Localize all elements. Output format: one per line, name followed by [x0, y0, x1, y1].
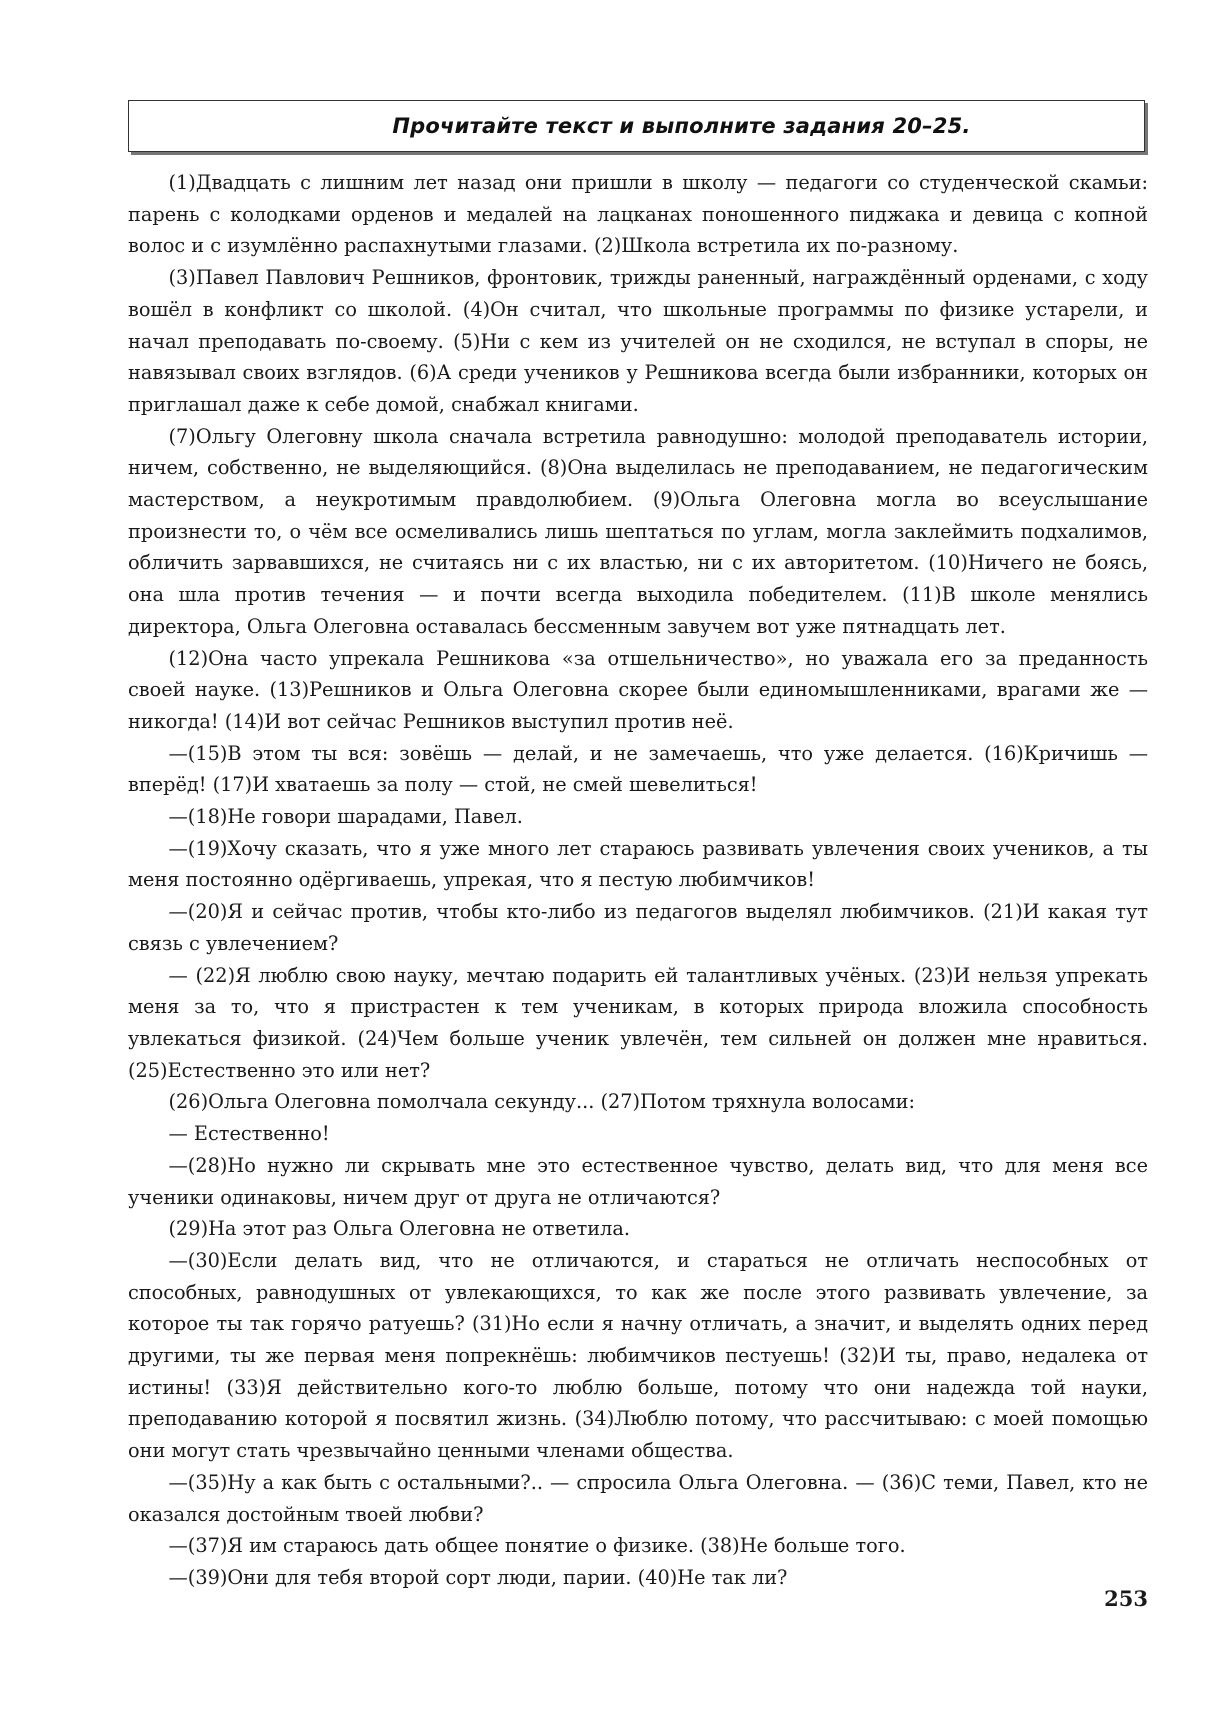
narration-line-2: (29)На этот раз Ольга Олеговна не ответила.	[168, 1217, 630, 1241]
dialogue-line-9: —(35)Ну а как быть с остальными?.. — спросила Ольга Олеговна. — (36)С теми, Павел, кто не оказался достойным твоей любви?	[128, 1470, 1148, 1526]
reading-text	[128, 167, 1148, 1594]
page-number: 253	[1104, 1586, 1148, 1611]
dialogue-line-4: —(20)Я и сейчас против, чтобы кто-либо из педагогов выделял любимчиков. (21)И какая тут связь с увлечением?	[128, 900, 1148, 955]
dialogue-line-5: — (22)Я люблю свою науку, мечтаю подарить ей талантливых учёных. (23)И нельзя упрекать меня за то, что я пристрастен к тем ученикам, в которых природа вложила способность увлекаться физикой. (24)Чем больше ученик увлечён, тем сильней он должен мне нравиться. (25)Естественно это или нет?	[128, 963, 1148, 1082]
dialogue-line-2: —(18)Не говори шарадами, Павел.	[168, 805, 523, 829]
dialogue-line-7: —(28)Но нужно ли скрывать мне это естественное чувство, делать вид, что для меня все ученики одинаковы, ничем друг от друга не отличаются?	[128, 1153, 1148, 1209]
paragraph-4: (12)Она часто упрекала Решникова «за отшельничество», но уважала его за преданность своей науке. (13)Решников и Ольга Олеговна скорее были единомышленниками, врагами же — никогда! (14)И вот сейчас Решников выступил против неё.	[128, 646, 1148, 733]
dialogue-line-6: — Естественно!	[168, 1122, 330, 1146]
paragraph-2: (3)Павел Павлович Решников, фронтовик, трижды раненный, награждённый орденами, с ходу вошёл в конфликт со школой. (4)Он считал, что школьные программы по физике устарели, и начал преподавать по-своему. (5)Ни с кем из учителей он не сходился, не вступал в споры, не навязывал своих взглядов. (6)А среди учеников у Решникова всегда были избранники, которых он приглашал даже к себе домой, снабжал книгами.	[128, 266, 1148, 416]
paragraph-1: (1)Двадцать с лишним лет назад они пришли в школу — педагоги со студенческой скамьи: парень с колодками орденов и медалей на лацканах поношенного пиджака и девица с копной волос и с изумлённо распахнутыми глазами. (2)Школа встретила их по-разному.	[128, 171, 1148, 258]
paragraph-3: (7)Ольгу Олеговну школа сначала встретила равнодушно: молодой преподаватель истории, ничем, собственно, не выделяющийся. (8)Она выделилась не преподаванием, не педагогическим мастерством, а неукротимым правдолюбием. (9)Ольга Олеговна могла во всеуслышание произнести то, о чём все осмеливались лишь шептаться по углам, могла заклеймить подхалимов, обличить зарвавшихся, не считаясь ни с их властью, ни с их авторитетом. (10)Ничего не боясь, она шла против течения — и почти всегда выходила победителем. (11)В школе менялись директора, Ольга Олеговна оставалась бессменным завучем вот уже пятнадцать лет.	[128, 424, 1148, 638]
dialogue-line-10: —(37)Я им стараюсь дать общее понятие о физике. (38)Не больше того.	[168, 1534, 906, 1558]
dialogue-line-1: —(15)В этом ты вся: зовёшь — делай, и не замечаешь, что уже делается. (16)Кричишь — вперёд! (17)И хватаешь за полу — стой, не смей шевелиться!	[128, 741, 1148, 797]
task-instruction-title: Прочитайте текст и выполните задания 20–25.	[392, 114, 971, 138]
narration-line-1: (26)Ольга Олеговна помолчала секунду... (27)Потом тряхнула волосами:	[168, 1090, 915, 1114]
dialogue-line-3: —(19)Хочу сказать, что я уже много лет стараюсь развивать увлечения своих учеников, а ты меня постоянно одёргиваешь, упрекая, что я пестую любимчиков!	[128, 836, 1148, 892]
dialogue-line-8: —(30)Если делать вид, что не отличаются, и стараться не отличать неспособных от способных, равнодушных от увлекающихся, то как же после этого развивать увлечение, за которое ты так горячо ратуешь? (31)Но если я начну отличать, а значит, и выделять одних перед другими, ты же первая меня попрекнёшь: любимчиков пестуешь! (32)И ты, право, недалека от истины! (33)Я действительно кого-то люблю больше, потому что они надежда той науки, преподаванию которой я посвятил жизнь. (34)Люблю потому, что рассчитываю: с моей помощью они могут стать чрезвычайно ценными членами общества.	[128, 1248, 1148, 1463]
task-instruction-box	[128, 100, 1145, 152]
dialogue-line-11: —(39)Они для тебя второй сорт люди, парии. (40)Не так ли?	[168, 1565, 788, 1589]
